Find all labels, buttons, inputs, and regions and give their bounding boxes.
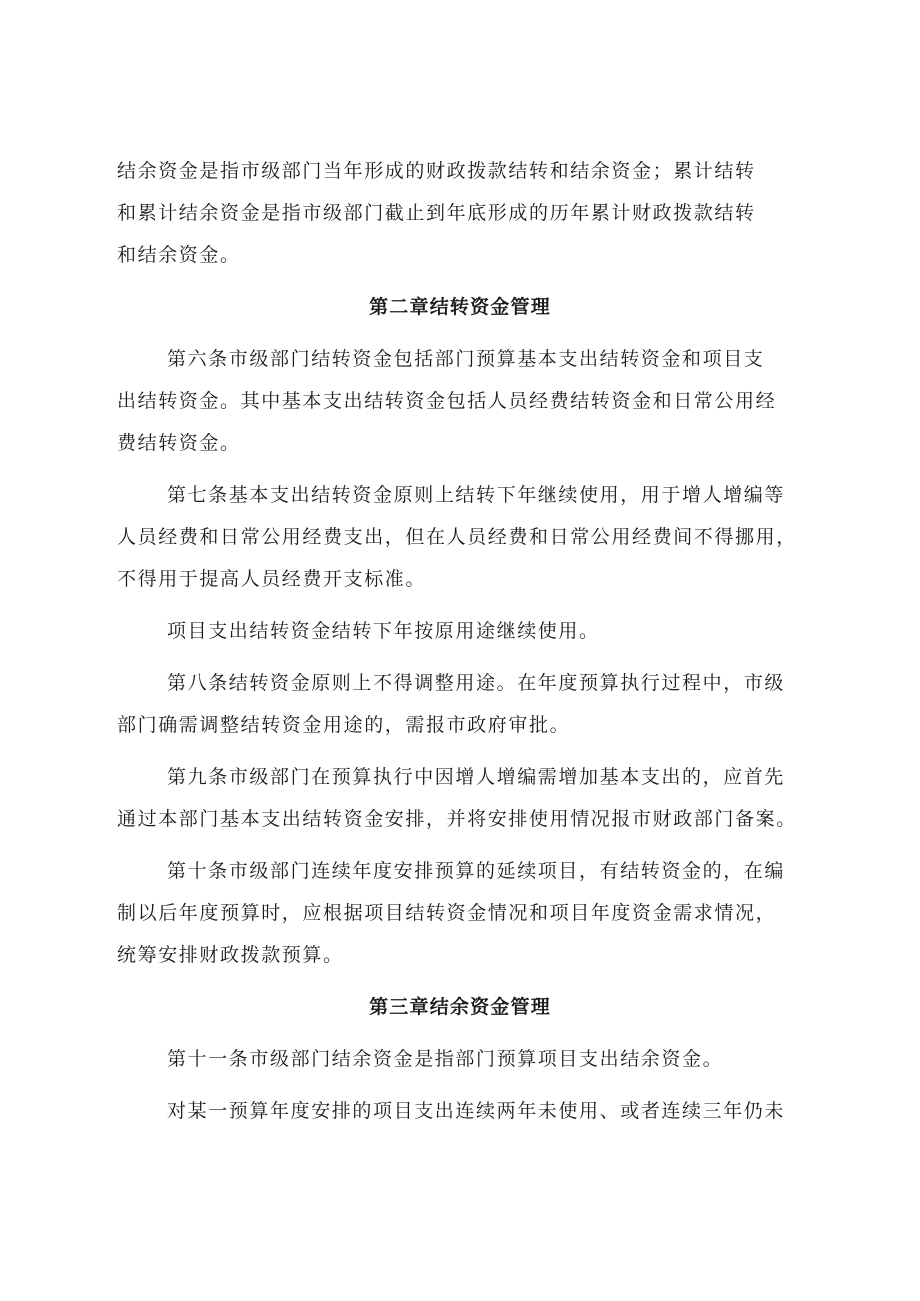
paragraph-article-11 (117, 1038, 803, 1080)
text-line: 出结转资金。其中基本支出结转资金包括人员经费结转资金和日常公用经 (117, 390, 777, 412)
paragraph-carryover-definition (117, 150, 803, 276)
paragraph-article-9 (117, 756, 803, 840)
text-line: 统筹安排财政拨款预算。 (117, 944, 344, 966)
text-line: 第六条市级部门结转资金包括部门预算基本支出结转资金和项目支 (167, 348, 765, 370)
text-line: 通过本部门基本支出结转资金安排，并将安排使用情况报市财政部门备案。 (117, 808, 797, 830)
text-line: 和累计结余资金是指市级部门截止到年底形成的历年累计财政拨款结转 (117, 202, 756, 224)
text-line: 第十条市级部门连续年度安排预算的延续项目，有结转资金的，在编 (167, 860, 786, 882)
paragraph-article-8 (117, 662, 803, 746)
text-line: 第八条结转资金原则上不得调整用途。在年度预算执行过程中，市级 (167, 672, 786, 694)
chapter-heading-3: 第三章结余资金管理 (369, 996, 551, 1018)
text-line: 费结转资金。 (117, 432, 241, 454)
text-line: 人员经费和日常公用经费支出，但在人员经费和日常公用经费间不得挪用， (117, 526, 797, 548)
text-line: 对某一预算年度安排的项目支出连续两年未使用、或者连续三年仍未 (167, 1100, 786, 1122)
text-line: 第十一条市级部门结余资金是指部门预算项目支出结余资金。 (167, 1048, 724, 1070)
text-line: 结余资金是指市级部门当年形成的财政拨款结转和结余资金；累计结转 (117, 160, 756, 182)
paragraph-article-6 (117, 338, 803, 464)
paragraph-article-7 (117, 474, 803, 600)
paragraph-unused-projects (117, 1090, 803, 1132)
text-line: 不得用于提高人员经费开支标准。 (117, 568, 427, 590)
text-line: 制以后年度预算时，应根据项目结转资金情况和项目年度资金需求情况， (117, 902, 777, 924)
text-line: 部门确需调整结转资金用途的，需报市政府审批。 (117, 714, 571, 736)
text-line: 项目支出结转资金结转下年按原用途继续使用。 (167, 620, 600, 642)
text-line: 第七条基本支出结转资金原则上结转下年继续使用，用于增人增编等 (167, 484, 786, 506)
chapter-heading-2: 第二章结转资金管理 (369, 296, 551, 318)
paragraph-article-10 (117, 850, 803, 976)
text-line: 第九条市级部门在预算执行中因增人增编需增加基本支出的，应首先 (167, 766, 786, 788)
paragraph-project-carryover (117, 610, 803, 652)
document-page (117, 150, 803, 1132)
text-line: 和结余资金。 (117, 244, 241, 266)
